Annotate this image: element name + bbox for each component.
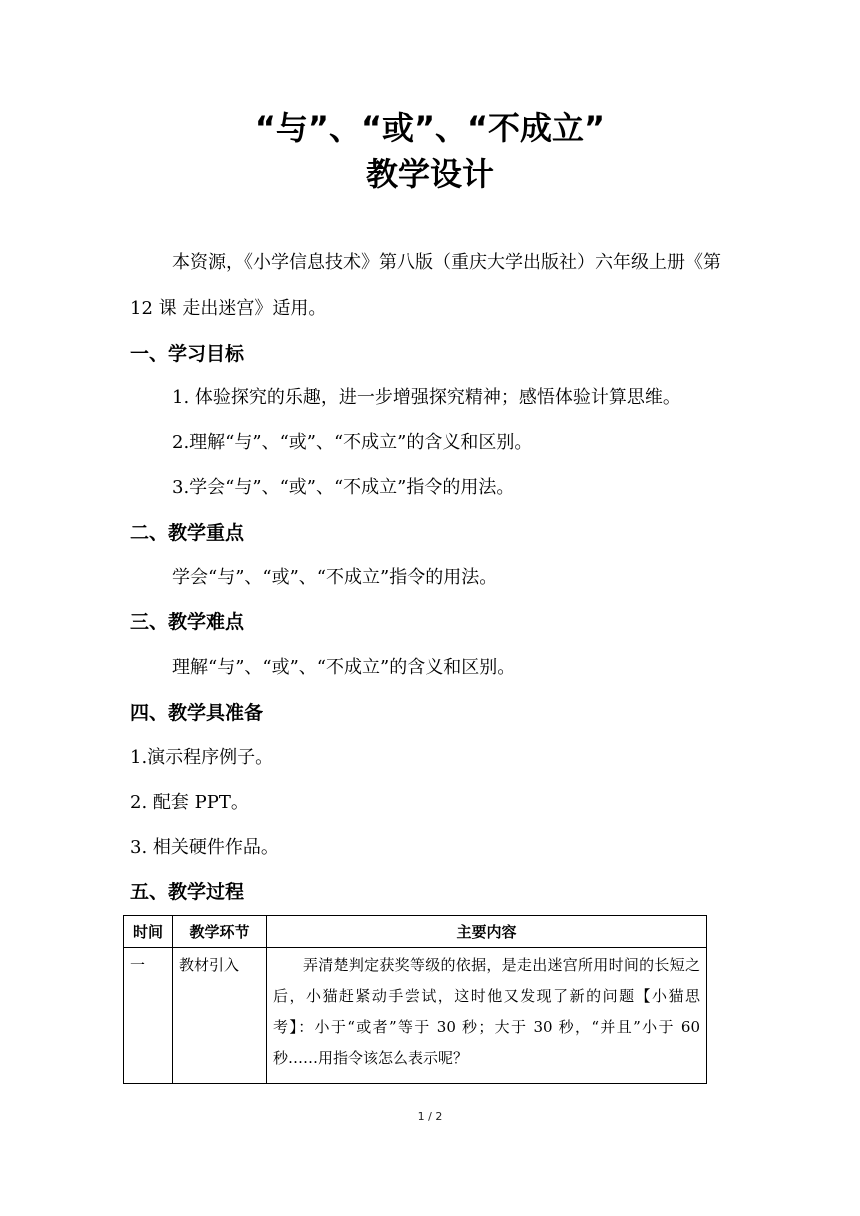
table-cell-time: 一: [124, 948, 173, 1084]
page-number: 1 / 2: [417, 1110, 443, 1123]
teaching-process-table: [123, 915, 707, 1084]
section-heading-preparation: 四、教学具准备: [130, 702, 264, 724]
intro-paragraph: 本资源，《小学信息技术》第八版（重庆大学出版社）六年级上册《第 12 课 走出迷宫》适用。: [130, 252, 721, 319]
table-cell-content: 弄清楚判定获奖等级的依据，是走出迷宫所用时间的长短之后，小猫赶紧动手尝试，这时他又发现了新的问题【小猫思考】：小于“或者”等于 30 秒；大于 30 秒，“并且”小于 60 秒……用指令该怎么表示呢？: [267, 948, 707, 1084]
section-heading-process: 五、教学过程: [130, 881, 245, 903]
goal-item: 2.理解“与”、“或”、“不成立”的含义和区别。: [172, 432, 533, 453]
section-heading-key-points: 二、教学重点: [130, 522, 245, 544]
goal-item: 3.学会“与”、“或”、“不成立”指令的用法。: [172, 477, 515, 498]
section-heading-goals: 一、学习目标: [130, 343, 245, 365]
table-row: [124, 948, 707, 1084]
table-header-row: [124, 916, 707, 948]
goal-item: 1. 体验探究的乐趣，进一步增强探究精神；感悟体验计算思维。: [172, 387, 681, 408]
table-header-stage: 教学环节: [173, 916, 267, 948]
document-subtitle: 教学设计: [365, 155, 494, 193]
document-title: “与”、“或”、“不成立”: [254, 109, 606, 147]
key-points-text: 学会“与”、“或”、“不成立”指令的用法。: [172, 567, 498, 588]
table-header-content: 主要内容: [267, 916, 707, 948]
section-heading-difficulties: 三、教学难点: [130, 611, 245, 633]
table-header-time: 时间: [124, 916, 173, 948]
preparation-item: 2. 配套 PPT。: [130, 792, 249, 813]
difficulties-text: 理解“与”、“或”、“不成立”的含义和区别。: [172, 657, 516, 678]
preparation-item: 3. 相关硬件作品。: [130, 837, 279, 858]
preparation-item: 1.演示程序例子。: [130, 747, 274, 768]
table-cell-stage: 教材引入: [173, 948, 267, 1084]
